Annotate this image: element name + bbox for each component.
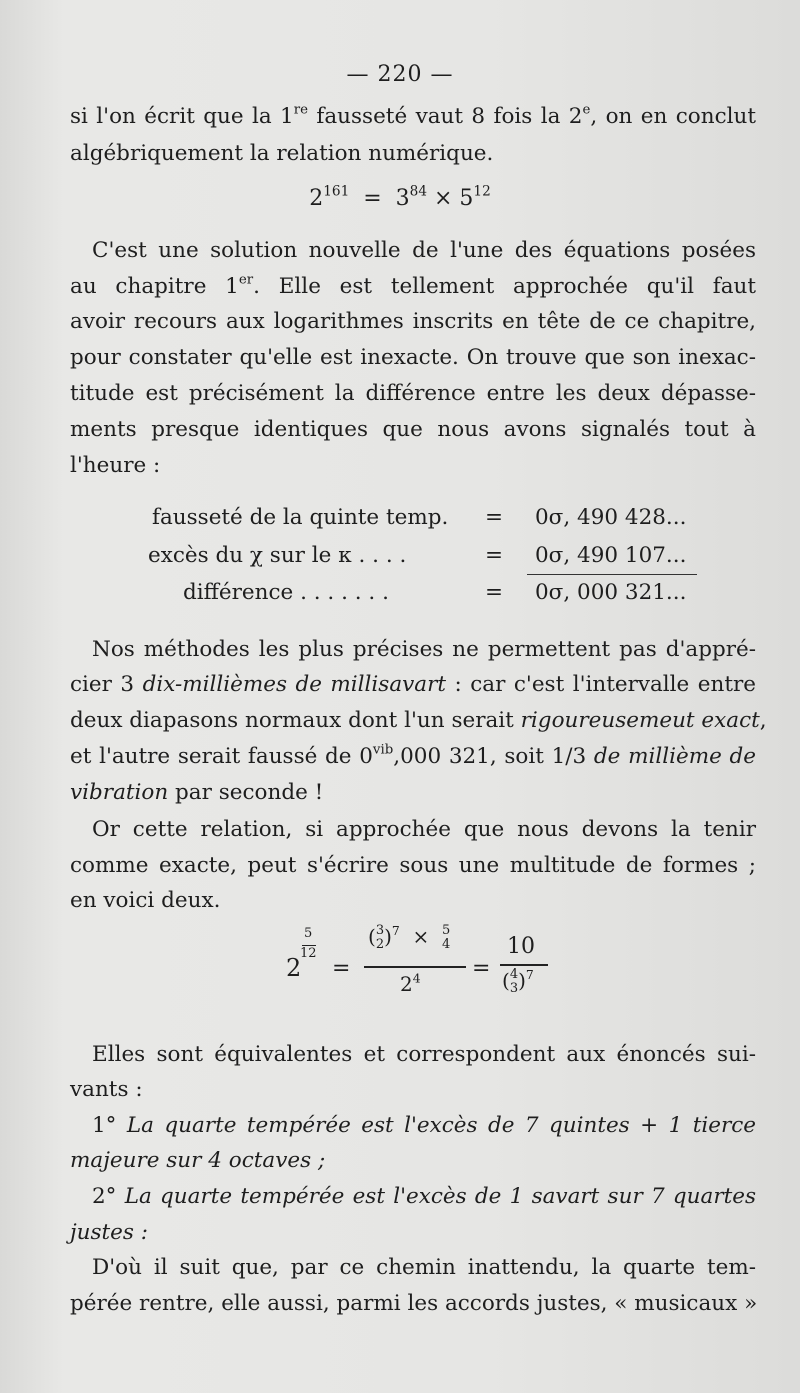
text-line: Or cette relation, si approchée que nous devons la tenir bbox=[92, 817, 756, 842]
sum-rule bbox=[527, 574, 697, 575]
text-line: pour constater qu'elle est inexacte. On trouve que son inexac- bbox=[70, 345, 756, 370]
formula-mid-denominator: $2^4$ bbox=[400, 970, 421, 996]
text-line: ments presque identiques que nous avons signalés tout à bbox=[70, 417, 756, 442]
text-line: pérée rentre, elle aussi, parmi les accords justes, « musicaux » bbox=[70, 1291, 758, 1316]
text-line: au chapitre 1er. Elle est tellement approchée qu'il faut bbox=[70, 272, 757, 299]
text-line: si l'on écrit que la 1re fausseté vaut 8 fois la 2e, on en conclut bbox=[70, 102, 756, 129]
formula-right-numerator: 10 bbox=[507, 934, 535, 959]
table-equals: = bbox=[485, 580, 504, 605]
fraction-bar bbox=[500, 964, 548, 966]
text-line: vants : bbox=[70, 1077, 143, 1102]
text-line: algébriquement la relation numérique. bbox=[70, 141, 494, 166]
table-value: 0σ, 000 321... bbox=[535, 580, 687, 605]
fraction-formula bbox=[260, 918, 580, 1018]
text-line: comme exacte, peut s'écrire sous une multitude de formes ; bbox=[70, 853, 756, 878]
table-equals: = bbox=[485, 543, 504, 568]
list-item: 1° La quarte tempérée est l'excès de 7 quintes + 1 tierce bbox=[92, 1113, 756, 1138]
text-line: Elles sont équivalentes et correspondent aux énoncés sui- bbox=[92, 1042, 756, 1067]
table-label: fausseté de la quinte temp. bbox=[152, 505, 449, 530]
formula-mid-numerator: (3 2)$^7$ × 5 4 bbox=[368, 922, 451, 952]
table-label: différence . . . . . . . bbox=[183, 580, 389, 605]
text-line: cier 3 dix-millièmes de millisavart : car c'est l'intervalle entre bbox=[70, 672, 756, 697]
text-line: avoir recours aux logarithmes inscrits en tête de ce chapitre, bbox=[70, 309, 756, 334]
formula-exp-num: 5 bbox=[304, 926, 313, 941]
text-line: deux diapasons normaux dont l'un serait rigoureusemeut exact, bbox=[70, 708, 767, 733]
equation: $2^{161} = 3^{84} \times 5^{12}$ bbox=[309, 183, 491, 211]
page-number: — 220 — bbox=[346, 62, 454, 87]
list-item: 2° La quarte tempérée est l'excès de 1 savart sur 7 quartes bbox=[92, 1184, 757, 1209]
text-line: vibration par seconde ! bbox=[70, 780, 324, 805]
formula-exp-den: 12 bbox=[300, 946, 317, 961]
text-line: justes : bbox=[70, 1220, 149, 1245]
text-line: C'est une solution nouvelle de l'une des équations posées bbox=[92, 238, 756, 263]
table-value: 0σ, 490 428... bbox=[535, 505, 687, 530]
fraction-bar bbox=[364, 966, 466, 968]
text-line: majeure sur 4 octaves ; bbox=[70, 1148, 326, 1173]
table-value: 0σ, 490 107... bbox=[535, 543, 687, 568]
text-line: et l'autre serait faussé de $0^{vib},000$ 321, soit 1/3 de millième de bbox=[70, 742, 756, 769]
formula-base: 2 bbox=[286, 954, 302, 982]
formula-equals: = bbox=[472, 956, 491, 981]
text-line: titude est précisément la différence entre les deux dépasse- bbox=[70, 381, 756, 406]
formula-right-denominator: (4 3)$^7$ bbox=[502, 966, 534, 996]
formula-equals: = bbox=[332, 956, 351, 981]
text-line: en voici deux. bbox=[70, 888, 221, 913]
table-equals: = bbox=[485, 505, 504, 530]
text-line: l'heure : bbox=[70, 453, 161, 478]
table-label: excès du χ sur le κ . . . . bbox=[148, 543, 407, 568]
text-line: D'où il suit que, par ce chemin inattendu, la quarte tem- bbox=[92, 1255, 756, 1280]
text-line: Nos méthodes les plus précises ne permettent pas d'appré- bbox=[92, 637, 756, 662]
